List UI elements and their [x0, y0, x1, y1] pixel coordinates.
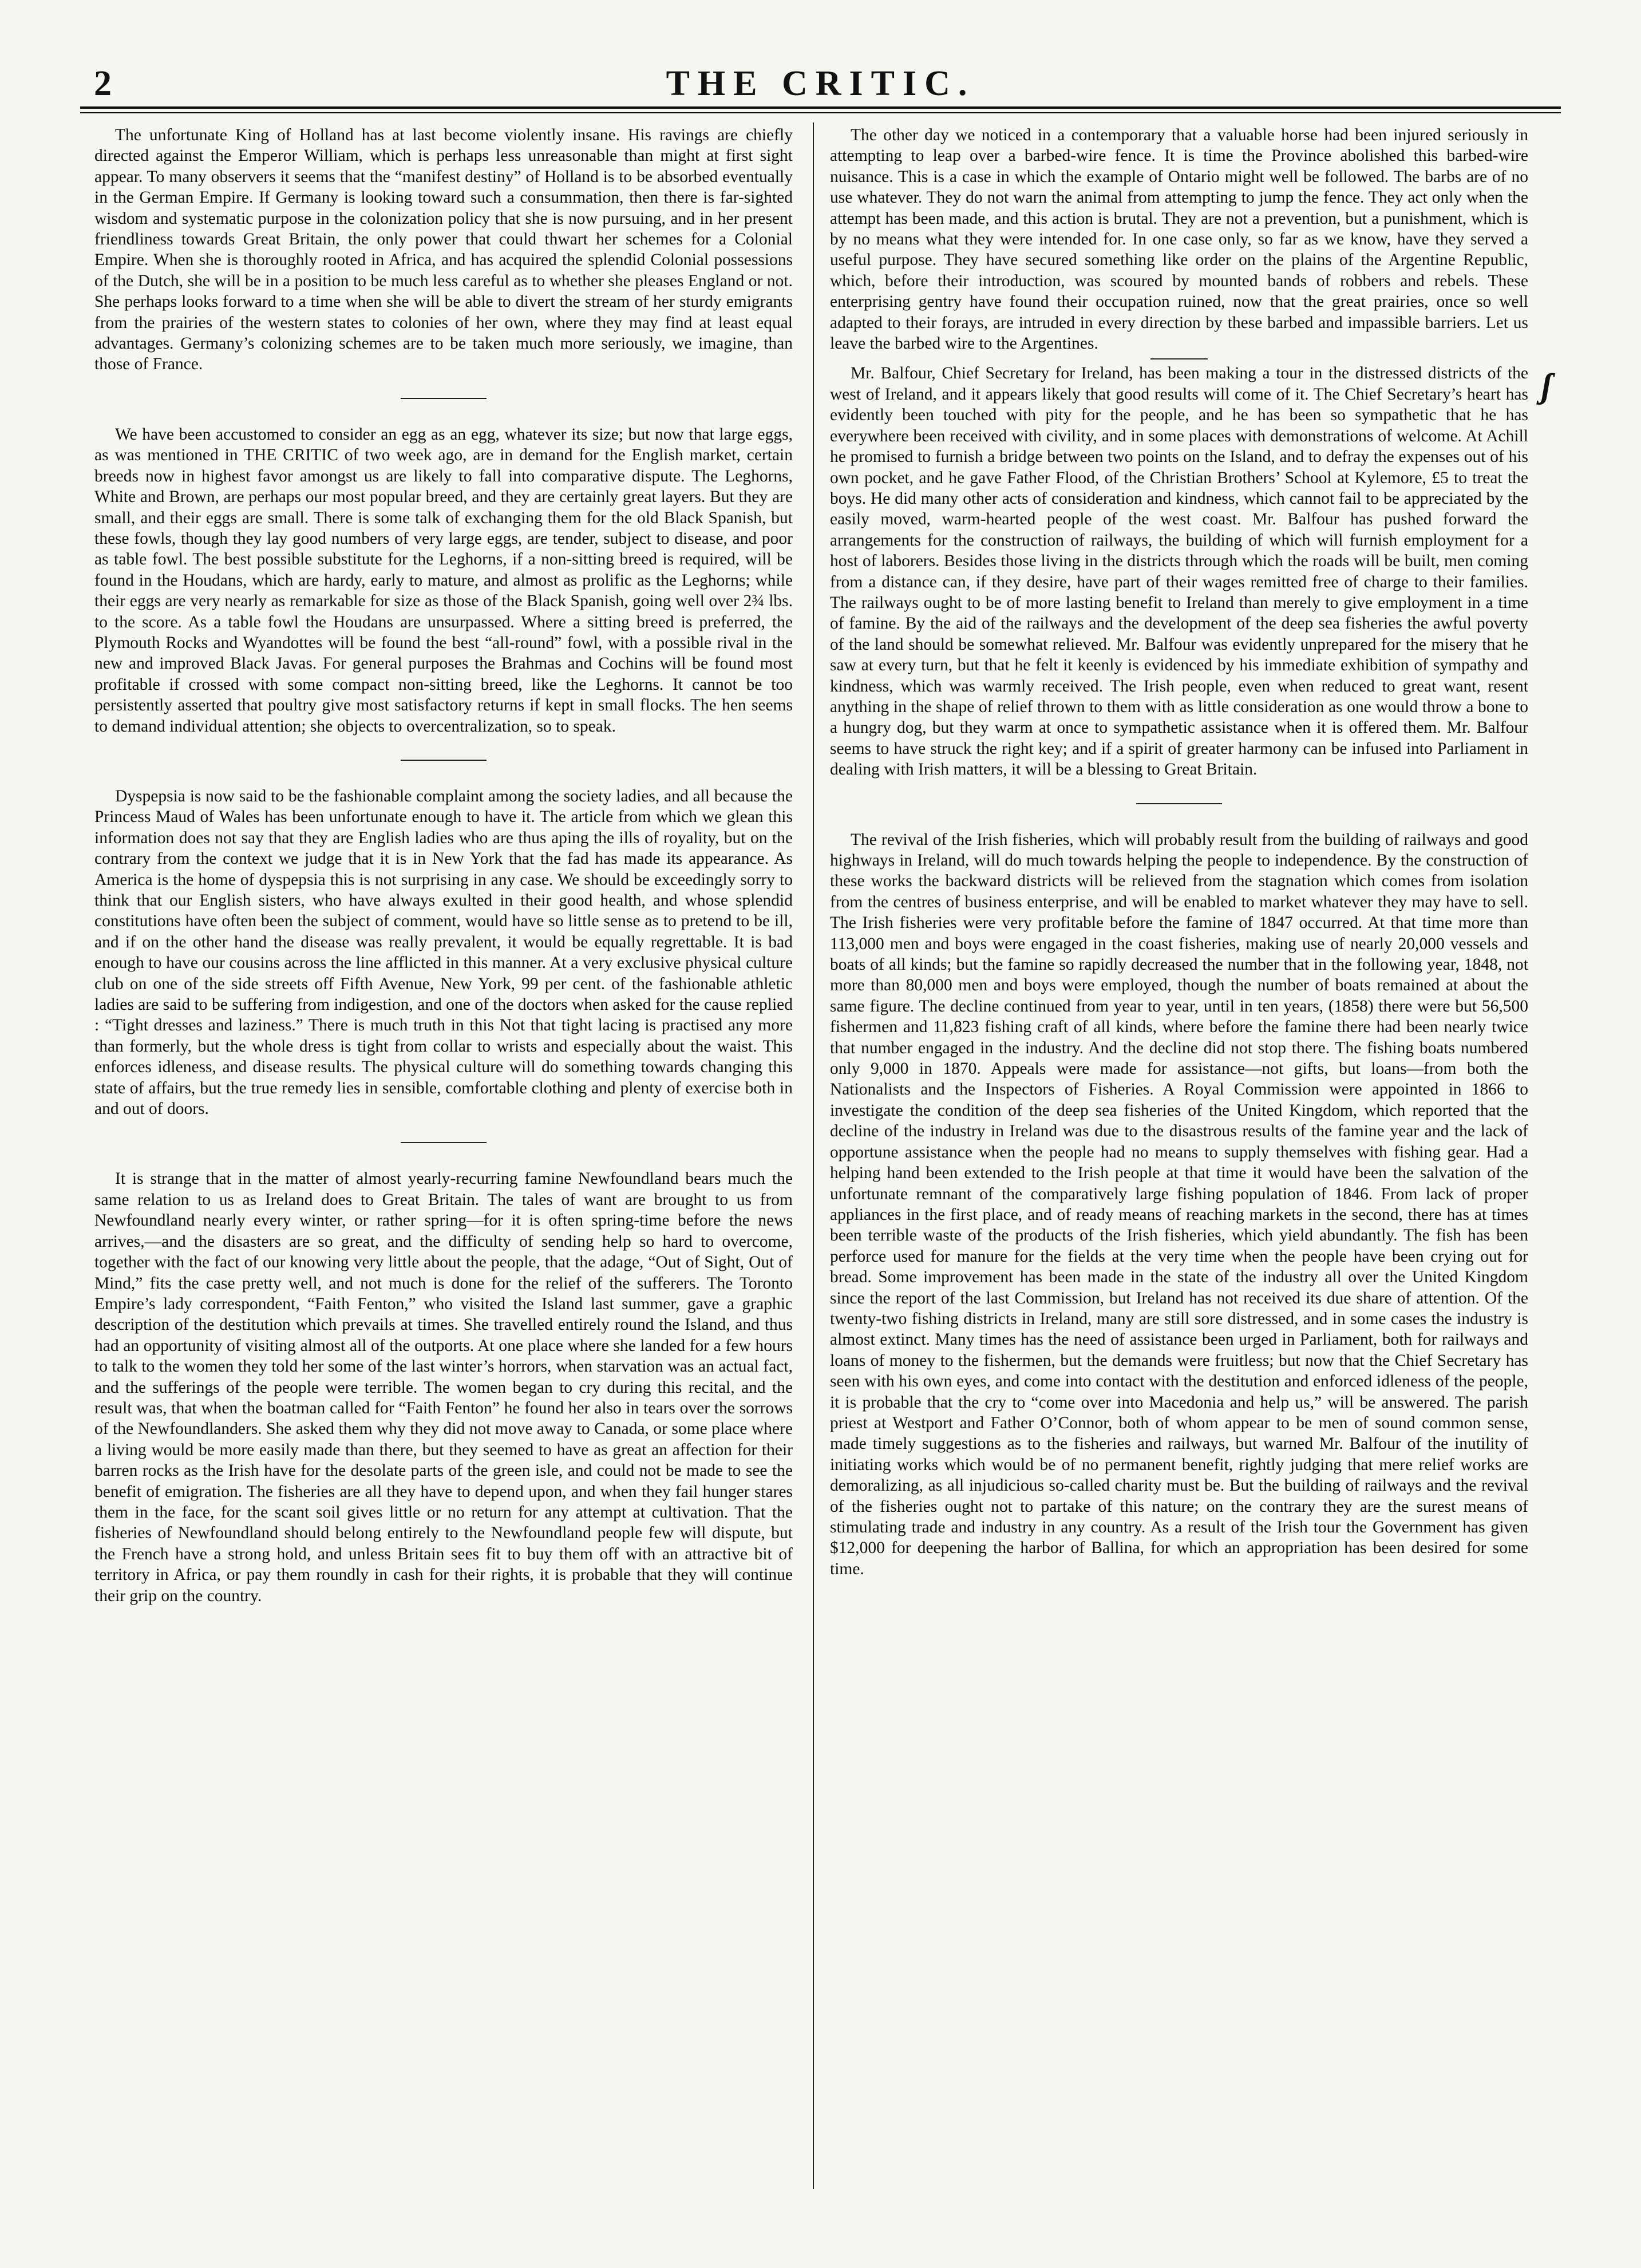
masthead-title: THE CRITIC.: [666, 64, 975, 103]
column-divider: [813, 123, 814, 2189]
left-column: [94, 125, 793, 1606]
article-dyspepsia: Dyspepsia is now said to be the fashionable complaint among the society ladies, and all because the Princess Maud of Wales has been unfortunate enough to have it. The article from which we glean this information does not say that they are English ladies who are thus aping the ills of royality, but on the contrary from the context we judge that it is in New York that the fad has made its appearance. As America is the home of dyspepsia this is not surprising in any case. We should be exceedingly sorry to think that our English sisters, who have always exulted in their good health, and whose splendid constitutions have often been the subject of comment, would have so little sense as to pretend to be ill, and if on the other hand the disease was really prevalent, it would be equally regrettable. It is bad enough to have our cousins across the line afflicted in this manner. At a very exclusive physical culture club on one of the side streets off Fifth Avenue, New York, 99 per cent. of the fashionable athletic ladies are said to be suffering from indigestion, and one of the doctors when asked for the cause replied : “Tight dresses and laziness.” There is much truth in this Not that tight lacing is practised any more than formerly, but the whole dress is tight from collar to wrists and especially about the waist. This enforces idleness, and disease results. The physical culture will do something towards changing this state of affairs, but the true remedy lies in sensible, comfortable clothing and plenty of exercise both in and out of doors.: [94, 787, 793, 1119]
article-separator: [401, 398, 487, 399]
article-balfour-tour: Mr. Balfour, Chief Secretary for Ireland, has been making a tour in the distressed districts of the west of Ireland, and it appears likely that good results will come of it. The Chief Secretary’s heart has evidently been touched with pity for the people, and he has been so sympathetic that he has everywhere been received with civility, and in some places with demonstrations of welcome. At Achill he promised to furnish a bridge between two points on the Island, and to defray the expenses out of his own pocket, and he gave Father Flood, of the Christian Brothers’ School at Kylemore, £5 to treat the boys. He did many other acts of consideration and kindness, which cannot fail to be appreciated by the easily moved, warm-hearted people of the west coast. Mr. Balfour has pushed forward the arrangements for the construction of railways, the building of which will furnish employment for a host of laborers. Besides those living in the districts through which the roads will be built, men coming from a distance can, if they desire, have part of their wages remitted free of charge to their families. The railways ought to be of more lasting benefit to Ireland than merely to give employment in a time of famine. By the aid of the railways and the development of the deep sea fisheries the awful poverty of the land should be somewhat relieved. Mr. Balfour was evidently unprepared for the misery that he saw at every turn, but that he felt it keenly is evidenced by his immediate exhibition of sympathy and kindness, which was warmly received. The Irish people, even when reduced to great want, resent anything in the shape of relief thrown to them with as little consideration as one would throw a bone to a hungry dog, but they warm at once to sympathetic assistance when it is offered them. Mr. Balfour seems to have struck the right key; and if a spirit of greater harmony can be infused into Parliament in dealing with Irish matters, it will be a blessing to Great Britain.: [830, 364, 1528, 779]
article-holland-king: The unfortunate King of Holland has at last become violently insane. His ravings are chiefly directed against the Emperor William, which is perhaps less unreasonable than might at first sight appear. To many observers it seems that the “manifest destiny” of Holland is to be absorbed eventually in the German Empire. If Germany is looking toward such a consummation, then there is far-sighted wisdom and systematic purpose in the colonization policy that she is now pursuing, and in her present friendliness towards Great Britain, the only power that could thwart her schemes for a Colonial Empire. When she is thoroughly rooted in Africa, and has acquired the splendid Colonial possessions of the Dutch, she will be in a position to be much less careful as to whether she pleases England or not. She perhaps looks forward to a time when she will be able to divert the stream of her sturdy emigrants from the prairies of the western states to colonies of her own, where they may find at least equal advantages. Germany’s colonizing schemes are to be taken much more seriously, we imagine, than those of France.: [94, 126, 793, 374]
page-header: [80, 62, 1561, 108]
right-column: [830, 125, 1528, 1579]
header-rule-thick: [80, 106, 1561, 109]
article-barbed-wire: The other day we noticed in a contemporary that a valuable horse had been injured seriously in attempting to leap over a barbed-wire fence. It is time the Province abolished this barbed-wire nuisance. This is a case in which the example of Ontario might well be followed. The barbs are of no use whatever. They do not warn the animal from attempting to jump the fence. They act only when the attempt has been made, and this action is brutal. They are not a prevention, but a punishment, which is by no means what they were intended for. In one case only, so far as we know, have they served a useful purpose. They have secured something like order on the plains of the Argentine Republic, which, before their introduction, was scoured by mounted bands of robbers and rebels. These enterprising gentry have found their occupation ruined, now that the great prairies, once so well adapted to their forays, are intruded in every direction by these barbed and impassible barriers. Let us leave the barbed wire to the Argentines.: [830, 126, 1528, 353]
article-separator: [401, 1142, 487, 1143]
article-separator: [1136, 803, 1222, 804]
article-eggs-poultry: We have been accustomed to consider an egg as an egg, whatever its size; but now that large eggs, as was mentioned in THE CRITIC of two week ago, are in demand for the English market, certain breeds now in highest favor amongst us are likely to fall into comparative dispute. The Leghorns, White and Brown, are perhaps our most popular breed, and they are certainly great layers. But they are small, and their eggs are small. There is some talk of exchanging them for the old Black Spanish, but these fowls, though they lay good numbers of very large eggs, are tender, subject to disease, and poor as table fowl. The best possible substitute for the Leghorns, if a non-sitting breed is required, will be found in the Houdans, which are hardy, early to mature, and almost as prolific as the Leghorns; while their eggs are very nearly as remarkable for size as those of the Black Spanish, going well over 2¾ lbs. to the score. As a table fowl the Houdans are unsurpassed. Where a sitting breed is preferred, the Plymouth Rocks and Wyandottes will be found the best “all-round” fowl, with a possible rival in the new and improved Black Javas. For general purposes the Brahmas and Cochins will be found most profitable if crossed with some compact non-sitting breed, like the Leghorns. It cannot be too persistently asserted that poultry give most satisfactory returns if kept in small flocks. The hen seems to demand individual attention; she objects to overcentralization, so to speak.: [94, 425, 793, 736]
margin-proof-mark: ʃ: [1541, 367, 1552, 405]
article-separator: [1150, 358, 1208, 359]
article-newfoundland-famine: It is strange that in the matter of almost yearly-recurring famine Newfoundland bears much the same relation to us as Ireland does to Great Britain. The tales of want are brought to us from Newfoundland nearly every winter, or rather spring—for it is often spring-time before the news arrives,—and the disasters are so great, and the difficulty of sending help so hard to overcome, together with the fact of our knowing very little about the people, that the adage, “Out of Sight, Out of Mind,” fits the case pretty well, and not much is done for the relief of the sufferers. The Toronto Empire’s lady correspondent, “Faith Fenton,” who visited the Island last summer, gave a graphic description of the destitution which prevails at times. She travelled entirely round the Island, and thus had an opportunity of visiting almost all of the outports. At one place where she landed for a few hours to talk to the women they told her some of the last winter’s horrors, when starvation was an actual fact, and the sufferings of the people were terrible. The women began to cry during this recital, and the result was, that when the boatman called for “Faith Fenton” he found her also in tears over the sorrows of the Newfoundlanders. She asked them why they did not move away to Canada, or some place where a living would be more easily made than there, but they seemed to have as great an affection for their barren rocks as the Irish have for the desolate parts of the green isle, and could not be made to see the benefit of emigration. The fisheries are all they have to depend upon, and when they fail hunger stares them in the face, for the scant soil gives little or no return for any attempt at cultivation. That the fisheries of Newfoundland should belong entirely to the Newfoundland people few will dispute, but the French have a strong hold, and unless Britain sees fit to buy them off with an attractive bit of territory in Africa, or pay them roundly in cash for their rights, it is probable that they will continue their grip on the country.: [94, 1169, 793, 1605]
page-number: 2: [94, 64, 112, 103]
article-irish-fisheries: The revival of the Irish fisheries, which will probably result from the building of railways and good highways in Ireland, will do much towards helping the people to independence. By the construction of these works the backward districts will be relieved from the stagnation which comes from isolation from the centres of business enterprise, and will be enabled to market whatever they may have to sell. The Irish fisheries were very profitable before the famine of 1847 occurred. At that time more than 113,000 men and boys were engaged in the coast fisheries, making use of nearly 20,000 vessels and boats of all kinds; but the famine so rapidly decreased the number that in the following year, 1848, not more than 80,000 men and boys were employed, though the number of boats remained at about the same figure. The decline continued from year to year, until in ten years, (1858) there were but 56,500 fishermen and 11,823 fishing craft of all kinds, where before the famine there had been nearly twice that number engaged in the industry. And the decline did not stop there. The fishing boats numbered only 9,000 in 1870. Appeals were made for assistance—not gifts, but loans—from both the Nationalists and the Inspectors of Fisheries. A Royal Commission were appointed in 1866 to investigate the condition of the deep sea fisheries of the United Kingdom, which reported that the decline of the industry in Ireland was due to the disastrous results of the famine year and the lack of opportune assistance when the people had no means to supply themselves with fishing gear. Had a helping hand been extended to the Irish people at that time it would have been the salvation of the unfortunate remnant of the comparatively large fishing population of 1846. From lack of proper appliances in the first place, and of ready means of reaching markets in the second, there has at times been terrible waste of the products of the Irish fisheries, which yield abundantly. The fish has been perforce used for manure for the fields at the very time when the people have been crying out for bread. Some improvement has been made in the state of the industry all over the United Kingdom since the report of the last Commission, but Ireland has not received its due share of attention. Of the twenty-two fishing districts in Ireland, many are still sore distressed, and in some cases the industry is almost extinct. Many times has the need of assistance been urged in Parliament, both for railways and loans of money to the fishermen, but the demands were fruitless; but now that the Chief Secretary has seen with his own eyes, and come into contact with the destitution and enforced idleness of the people, it is probable that the cry to “come over into Macedonia and help us,” will be answered. The parish priest at Westport and Father O’Connor, both of whom appear to be men of sound common sense, made timely suggestions as to the fisheries and railways, but warned Mr. Balfour of the inutility of initiating works which would be of no permanent benefit, rightly judging that mere relief works are demoralizing, as all injudicious so-called charity must be. But the building of railways and the revival of the fisheries ought not to partake of this nature; on the contrary they are the surest means of stimulating trade and industry in any country. As a result of the Irish tour the Government has given $12,000 for deepening the harbor of Ballina, for which an appropriation has been desired for some time.: [830, 830, 1528, 1578]
article-separator: [401, 760, 487, 761]
header-rule-thin: [80, 112, 1561, 113]
